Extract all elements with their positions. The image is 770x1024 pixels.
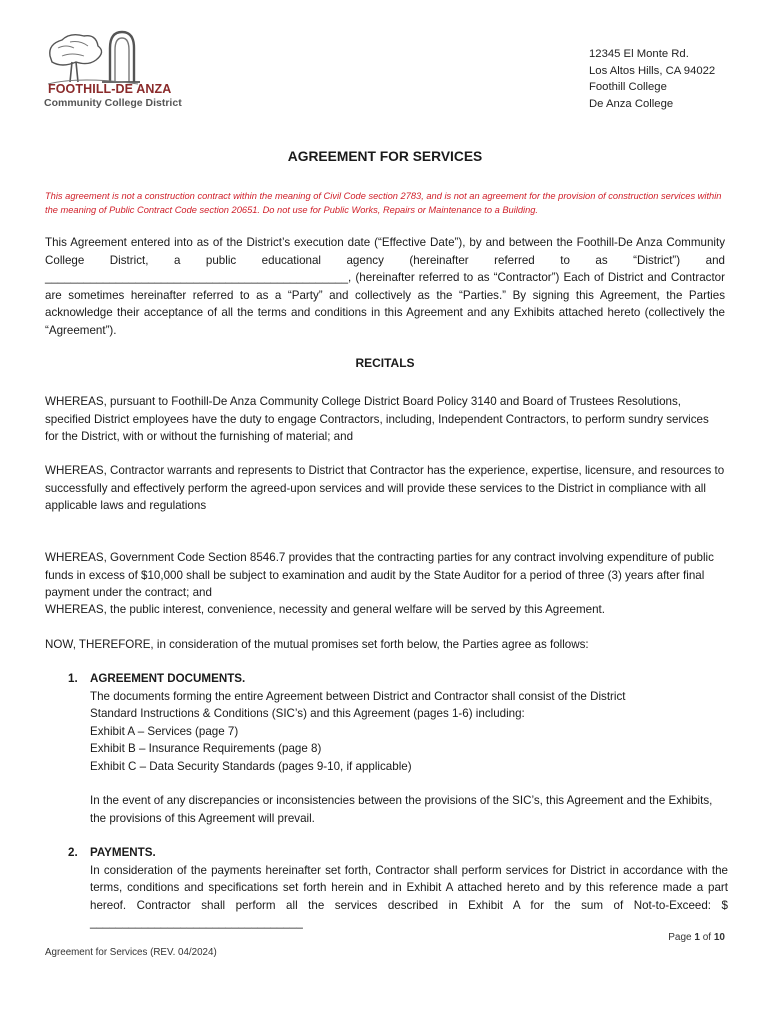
recital-paragraph: WHEREAS, Contractor warrants and represents to District that Contractor has the experience, expertise, licensure, and resources to successfully and effectively perform the agreed-upon services and will provide these services to the District in compliance with all applicable laws and regulations (45, 464, 725, 513)
document-title: AGREEMENT FOR SERVICES (287, 149, 483, 164)
section-number: 1. (68, 672, 78, 685)
tree-icon (50, 35, 102, 82)
agreement-clause: NOW, THEREFORE, in consideration of the mutual promises set forth below, the Parties agree as follows: (45, 638, 589, 651)
address-block (589, 46, 715, 112)
address-line: 12345 El Monte Rd. (589, 48, 689, 60)
logo-name: FOOTHILL-DE ANZA (48, 82, 172, 96)
section-agreement-documents (68, 670, 728, 776)
address-line: Los Altos Hills, CA 94022 (589, 64, 716, 77)
recitals-heading: RECITALS (355, 356, 415, 370)
intro-paragraph: This Agreement entered into as of the District’s execution date (“Effective Date”), by and between the Foothill-De Anza Community College District, a public educational agency (hereinafter referred to as “District”) and _______________________________________________, (hereinafter referred to as “Contractor”) Each of District and Contractor are sometimes hereinafter referred to as a “Party” and collectively as the “Parties.” By signing this Agreement, the Parties acknowledge their acceptance of all the terms and conditions in this Agreement and any Exhibits attached hereto (collectively the “Agreement”). (45, 236, 725, 337)
section-payments (68, 844, 728, 932)
form-revision: Agreement for Services (REV. 04/2024) (45, 947, 217, 958)
recital-paragraph: WHEREAS, pursuant to Foothill-De Anza Community College District Board Policy 3140 and Board of Trustees Resolutions, specified District employees have the duty to engage Contractors, including, Independent Contractors, to perform sundry services for the District, with or without the furnishing of material; and (45, 395, 709, 444)
recital-paragraph: WHEREAS, the public interest, convenience, necessity and general welfare will be served by this Agreement. (45, 603, 606, 616)
section-heading: PAYMENTS. (90, 846, 156, 859)
address-line: Foothill College (589, 81, 667, 93)
section-line: Standard Instructions & Conditions (SIC’s) and this Agreement (pages 1-6) including: (90, 707, 525, 721)
disclaimer-notice: This agreement is not a construction contract within the meaning of Civil Code section 2783, and is not an agreement for the provision of construction services within the meaning of Public Contract Code section 20651. Do not use for Public Works, Repairs or Maintenance to a Building. (45, 191, 722, 215)
exhibit-item: Exhibit A – Services (page 7) (90, 724, 239, 738)
section-paragraph: In consideration of the payments hereinafter set forth, Contractor shall perform services for District in accordance with the terms, conditions and specifications set forth herein and in Exhibit A attached hereto and by this reference made a part hereof. Contractor shall perform all the services described in Exhibit A for the sum of Not-to-Exceed: $ _________________________________ (90, 863, 728, 930)
section-heading: AGREEMENT DOCUMENTS. (90, 672, 246, 685)
exhibit-item: Exhibit C – Data Security Standards (pages 9-10, if applicable) (90, 759, 412, 773)
section-number: 2. (68, 846, 78, 859)
recital-paragraph: WHEREAS, Government Code Section 8546.7 provides that the contracting parties for any contract involving expenditure of public funds in excess of $10,000 shall be subject to examination and audit by the State Auditor for a period of three (3) years after final payment under the contract; and (45, 551, 714, 600)
logo-subtitle: Community College District (44, 97, 182, 109)
section-paragraph: In the event of any discrepancies or inconsistencies between the provisions of the SIC’s, this Agreement and the Exhibits, the provisions of this Agreement will prevail. (90, 794, 713, 825)
section-line: The documents forming the entire Agreement between District and Contractor shall consist of the District (90, 689, 626, 703)
address-line: De Anza College (589, 97, 674, 110)
page-number: Page 1 of 10 (668, 932, 725, 943)
exhibit-item: Exhibit B – Insurance Requirements (page 8) (90, 742, 322, 756)
